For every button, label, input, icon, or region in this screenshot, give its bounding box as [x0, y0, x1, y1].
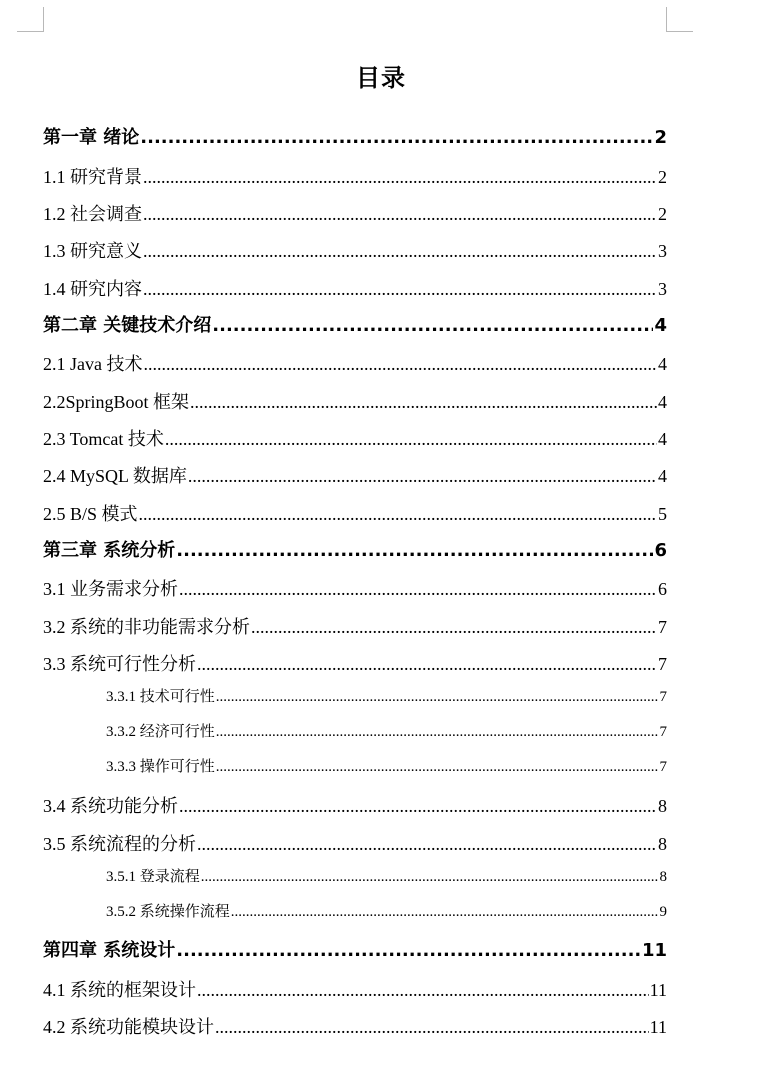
toc-entry-page: 2 [658, 167, 667, 187]
toc-entry-chapter-1[interactable] [43, 126, 667, 150]
dot-leader [197, 978, 649, 1002]
toc-entry-page: 7 [659, 724, 667, 740]
dot-leader [140, 126, 653, 150]
toc-entry-page: 7 [658, 617, 667, 637]
toc-entry-3-1[interactable] [43, 577, 667, 601]
toc-entry-label: 2.5 B/S 模式 [43, 504, 138, 524]
toc-entry-3-5-2[interactable] [106, 900, 667, 924]
toc-entry-label: 3.3 系统可行性分析 [43, 654, 196, 674]
toc-entry-3-3-1[interactable] [106, 685, 667, 709]
toc-entry-label: 2.3 Tomcat 技术 [43, 429, 164, 449]
dot-leader [212, 314, 653, 338]
toc-entry-4-2[interactable] [43, 1015, 667, 1039]
toc-entry-label: 第三章 系统分析 [43, 540, 176, 561]
toc-entry-page: 8 [658, 796, 667, 816]
dot-leader [216, 685, 659, 709]
toc-entry-page: 6 [658, 579, 667, 599]
dot-leader [176, 939, 641, 963]
toc-entry-3-3-2[interactable] [106, 720, 667, 744]
toc-entry-page: 4 [654, 315, 667, 336]
dot-leader [197, 652, 657, 676]
toc-entry-3-3[interactable] [43, 652, 667, 676]
toc-entry-page: 4 [658, 429, 667, 449]
toc-entry-page: 11 [649, 980, 667, 1000]
toc-entry-label: 4.2 系统功能模块设计 [43, 1017, 214, 1037]
toc-entry-2-1[interactable] [43, 352, 667, 376]
toc-entry-label: 1.1 研究背景 [43, 167, 142, 187]
toc-title: 目录 [356, 64, 406, 92]
toc-entry-label: 2.1 Java 技术 [43, 354, 143, 374]
dot-leader [201, 865, 659, 889]
toc-entry-label: 3.3.3 操作可行性 [106, 759, 215, 775]
toc-entry-label: 2.2SpringBoot 框架 [43, 392, 190, 412]
dot-leader [179, 577, 657, 601]
toc-entry-label: 1.3 研究意义 [43, 241, 142, 261]
toc-entry-page: 6 [654, 540, 667, 561]
dot-leader [139, 502, 657, 526]
dot-leader [215, 1015, 649, 1039]
toc-entry-label: 3.5.1 登录流程 [106, 869, 200, 885]
toc-entry-page: 7 [659, 689, 667, 705]
toc-entry-page: 4 [658, 392, 667, 412]
toc-entry-page: 7 [658, 654, 667, 674]
toc-entry-label: 1.4 研究内容 [43, 279, 142, 299]
dot-leader [165, 427, 657, 451]
toc-entry-label: 1.2 社会调查 [43, 204, 142, 224]
toc-entry-chapter-2[interactable] [43, 314, 667, 338]
toc-entry-page: 2 [654, 127, 667, 148]
dot-leader [216, 755, 659, 779]
toc-entry-label: 3.5.2 系统操作流程 [106, 904, 230, 920]
toc-entry-label: 4.1 系统的框架设计 [43, 980, 196, 1000]
toc-entry-label: 3.3.2 经济可行性 [106, 724, 215, 740]
toc-entry-1-2[interactable] [43, 202, 667, 226]
toc-entry-page: 4 [658, 354, 667, 374]
toc-entry-page: 4 [658, 466, 667, 486]
toc-entry-page: 11 [649, 1017, 667, 1037]
toc-entry-3-5-1[interactable] [106, 865, 667, 889]
dot-leader [197, 832, 657, 856]
toc-entry-label: 3.1 业务需求分析 [43, 579, 178, 599]
toc-entry-page: 9 [659, 904, 667, 920]
toc-entry-1-4[interactable] [43, 277, 667, 301]
toc-entry-chapter-4[interactable] [43, 939, 667, 963]
toc-entry-2-4[interactable] [43, 464, 667, 488]
toc-entry-label: 第二章 关键技术介绍 [43, 315, 212, 336]
toc-entry-label: 3.5 系统流程的分析 [43, 834, 196, 854]
toc-entry-page: 2 [658, 204, 667, 224]
toc-entry-2-5[interactable] [43, 502, 667, 526]
toc-entry-2-2[interactable] [43, 390, 667, 414]
dot-leader [188, 464, 657, 488]
dot-leader [216, 720, 659, 744]
dot-leader [231, 900, 659, 924]
dot-leader [143, 277, 657, 301]
toc-entry-1-1[interactable] [43, 165, 667, 189]
dot-leader [176, 539, 653, 563]
dot-leader [179, 794, 657, 818]
dot-leader [143, 202, 657, 226]
toc-entry-3-2[interactable] [43, 615, 667, 639]
toc-entry-label: 2.4 MySQL 数据库 [43, 466, 187, 486]
toc-entry-chapter-3[interactable] [43, 539, 667, 563]
toc-entry-label: 第一章 绪论 [43, 127, 140, 148]
toc-entry-3-3-3[interactable] [106, 755, 667, 779]
dot-leader [143, 352, 657, 376]
toc-entry-page: 7 [659, 759, 667, 775]
toc-entry-3-4[interactable] [43, 794, 667, 818]
toc-entry-page: 3 [658, 279, 667, 299]
toc-entry-label: 3.3.1 技术可行性 [106, 689, 215, 705]
toc-entry-2-3[interactable] [43, 427, 667, 451]
toc-entry-label: 3.2 系统的非功能需求分析 [43, 617, 250, 637]
dot-leader [190, 390, 657, 414]
toc-entry-page: 8 [658, 834, 667, 854]
toc-entry-1-3[interactable] [43, 239, 667, 263]
toc-entry-page: 11 [641, 940, 667, 961]
toc-entry-label: 第四章 系统设计 [43, 940, 176, 961]
toc-entry-page: 5 [658, 504, 667, 524]
dot-leader [143, 165, 657, 189]
toc-entry-page: 3 [658, 241, 667, 261]
toc-entry-3-5[interactable] [43, 832, 667, 856]
dot-leader [143, 239, 657, 263]
toc-entry-4-1[interactable] [43, 978, 667, 1002]
dot-leader [251, 615, 657, 639]
toc-entry-page: 8 [659, 869, 667, 885]
toc-entry-label: 3.4 系统功能分析 [43, 796, 178, 816]
